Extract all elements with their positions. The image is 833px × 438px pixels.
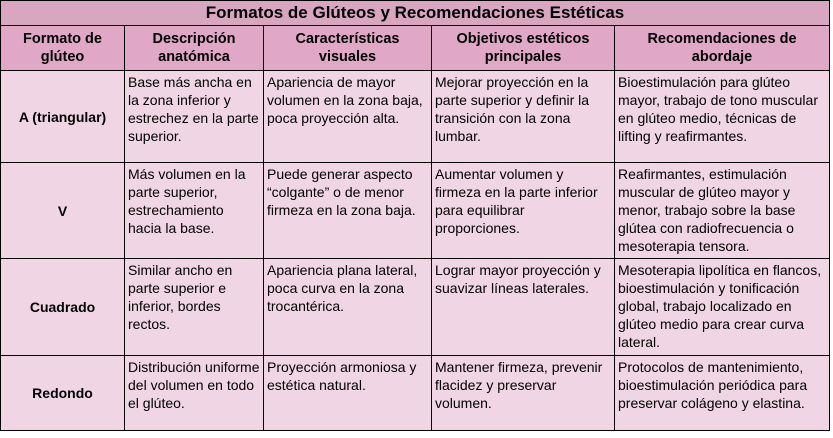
table-title[interactable]: Formatos de Glúteos y Recomendaciones Estéticas: [1, 1, 830, 26]
objetivos-cell[interactable]: Aumentar volumen y firmeza en la parte inferior para equilibrar proporciones.: [432, 163, 615, 259]
caracteristicas-cell[interactable]: Apariencia plana lateral, poca curva en la zona trocantérica.: [264, 259, 432, 356]
descripcion-cell[interactable]: Más volumen en la parte superior, estrechamiento hacia la base.: [125, 163, 264, 259]
formato-cell[interactable]: Redondo: [1, 356, 125, 431]
descripcion-cell[interactable]: Similar ancho en parte superior e inferior, bordes rectos.: [125, 259, 264, 356]
table-row: [1, 71, 830, 163]
formato-cell[interactable]: A (triangular): [1, 71, 125, 163]
objetivos-cell[interactable]: Lograr mayor proyección y suavizar líneas laterales.: [432, 259, 615, 356]
caracteristicas-cell[interactable]: Puede generar aspecto “colgante” o de menor firmeza en la zona baja.: [264, 163, 432, 259]
header-row: [1, 26, 830, 71]
caracteristicas-cell[interactable]: Proyección armoniosa y estética natural.: [264, 356, 432, 431]
caracteristicas-cell[interactable]: Apariencia de mayor volumen en la zona baja, poca proyección alta.: [264, 71, 432, 163]
title-row: [1, 1, 830, 26]
recomendaciones-cell[interactable]: Mesoterapia lipolítica en flancos, bioestimulación y tonificación global, trabajo localizado en glúteo medio para crear curva lateral.: [615, 259, 830, 356]
formato-cell[interactable]: V: [1, 163, 125, 259]
header-recomendaciones[interactable]: Recomendaciones de abordaje: [615, 26, 830, 71]
header-objetivos[interactable]: Objetivos estéticos principales: [432, 26, 615, 71]
objetivos-cell[interactable]: Mantener firmeza, prevenir flacidez y preservar volumen.: [432, 356, 615, 431]
descripcion-cell[interactable]: Base más ancha en la zona inferior y estrechez en la parte superior.: [125, 71, 264, 163]
formato-cell[interactable]: Cuadrado: [1, 259, 125, 356]
recomendaciones-cell[interactable]: Bioestimulación para glúteo mayor, trabajo de tono muscular en glúteo medio, técnicas de lifting y reafirmantes.: [615, 71, 830, 163]
header-formato[interactable]: Formato de glúteo: [1, 26, 125, 71]
recomendaciones-cell[interactable]: Reafirmantes, estimulación muscular de glúteo mayor y menor, trabajo sobre la base glútea con radiofrecuencia o mesoterapia tensora.: [615, 163, 830, 259]
table-row: [1, 163, 830, 259]
objetivos-cell[interactable]: Mejorar proyección en la parte superior y definir la transición con la zona lumbar.: [432, 71, 615, 163]
recomendaciones-cell[interactable]: Protocolos de mantenimiento, bioestimulación periódica para preservar colágeno y elastina.: [615, 356, 830, 431]
header-caracteristicas[interactable]: Características visuales: [264, 26, 432, 71]
table-row: [1, 259, 830, 356]
table-row: [1, 356, 830, 431]
descripcion-cell[interactable]: Distribución uniforme del volumen en todo el glúteo.: [125, 356, 264, 431]
header-descripcion[interactable]: Descripción anatómica: [125, 26, 264, 71]
